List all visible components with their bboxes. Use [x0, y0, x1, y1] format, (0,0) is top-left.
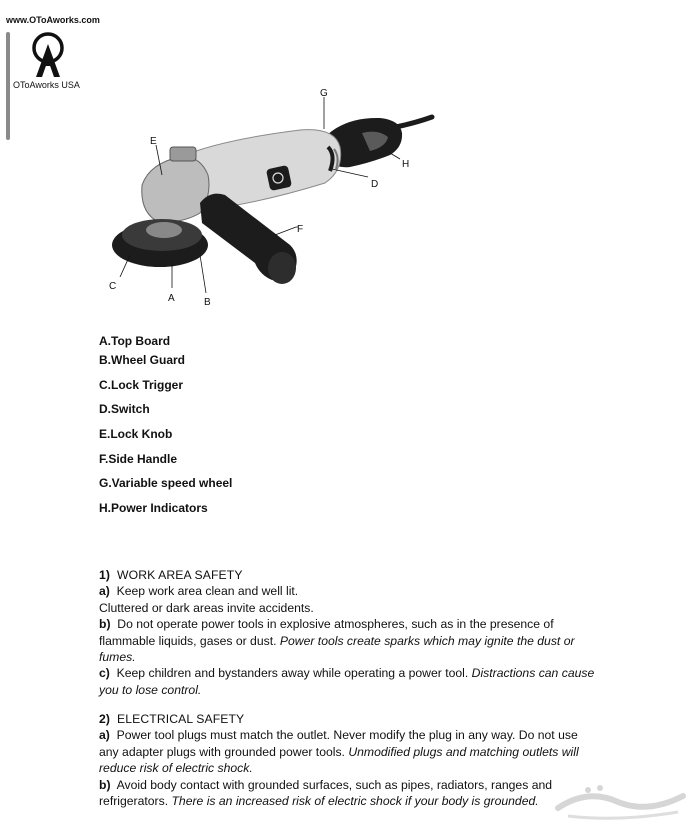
brand-name: OToAworks USA — [13, 80, 80, 90]
otoaworks-logo — [28, 30, 68, 78]
part-item: F.Side Handle — [99, 451, 178, 466]
electrical-safety-section — [99, 711, 599, 809]
watermark-logo — [548, 778, 693, 822]
callout-b: B — [204, 297, 211, 308]
angle-grinder-diagram — [100, 85, 440, 310]
callout-a: A — [168, 293, 175, 304]
callout-h: H — [402, 159, 410, 170]
work-area-safety-section — [99, 567, 599, 698]
rule-b: b) Avoid body contact with grounded surfaces, such as pipes, radiators, ranges and refrigerators. There is an increased risk of electric shock if your body is grounded. — [99, 777, 553, 809]
callout-d: D — [371, 179, 379, 190]
scrollbar[interactable] — [6, 32, 10, 140]
section-title-electrical: 2) ELECTRICAL SAFETY — [99, 712, 245, 726]
part-item: D.Switch — [99, 402, 150, 417]
part-item: B.Wheel Guard — [99, 353, 186, 367]
part-item: H.Power Indicators — [99, 501, 208, 516]
rule-b: b) Do not operate power tools in explosive atmospheres, such as in the presence of flammable liquids, gases or dust. Power tools create sparks which may ignite the dust or fumes. — [99, 617, 575, 665]
rule-a: a) Keep work area clean and well lit. — [99, 584, 299, 599]
gear-head — [142, 157, 209, 222]
section-title-work-area: 1) WORK AREA SAFETY — [99, 568, 243, 582]
part-item: G.Variable speed wheel — [99, 476, 233, 491]
rule-c: c) Keep children and bystanders away while operating a power tool. Distractions can cause you to lose control. — [99, 666, 595, 697]
part-item: C.Lock Trigger — [99, 377, 184, 392]
callout-e: E — [150, 136, 157, 147]
part-item: E.Lock Knob — [99, 427, 173, 442]
rule-a-note: Cluttered or dark areas invite accidents. — [99, 600, 314, 615]
callout-c: C — [109, 281, 117, 292]
callout-f: F — [297, 224, 304, 235]
part-item: A.Top Board — [99, 334, 171, 348]
site-url: www.OToAworks.com — [6, 15, 100, 25]
callout-g: G — [320, 88, 328, 99]
parts-list — [99, 333, 232, 525]
rule-a: a) Power tool plugs must match the outlet. Never modify the plug in any way. Do not use any adapter plugs with grounded power tools. Unmodified plugs and matching outlets will reduce risk of electric shock. — [99, 728, 579, 776]
